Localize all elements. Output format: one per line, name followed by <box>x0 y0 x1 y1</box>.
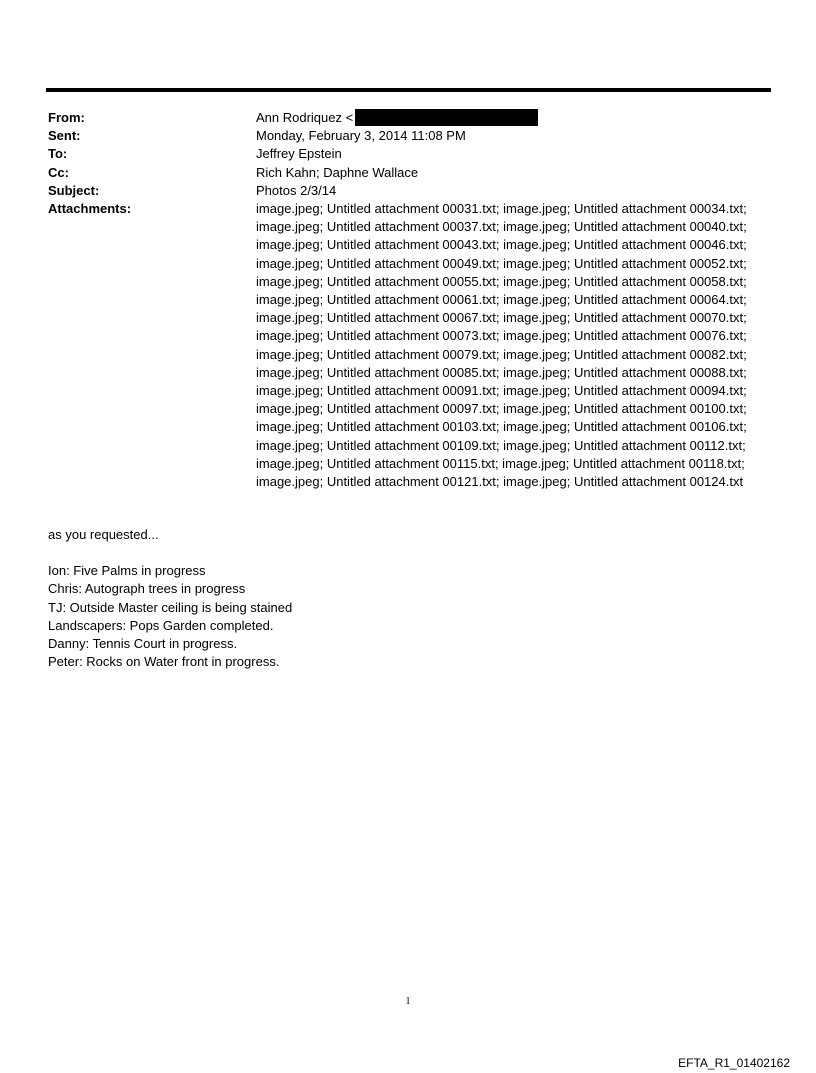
attachment-line: image.jpeg; Untitled attachment 00067.txt; image.jpeg; Untitled attachment 00070.txt; <box>256 310 747 326</box>
attachment-line: image.jpeg; Untitled attachment 00115.txt; image.jpeg; Untitled attachment 00118.txt; <box>256 455 745 471</box>
document-id: EFTA_R1_01402162 <box>678 1056 790 1070</box>
subject-value: Photos 2/3/14 <box>256 182 337 198</box>
email-header <box>48 109 773 491</box>
sent-value: Monday, February 3, 2014 11:08 PM <box>256 128 466 144</box>
attachment-line: image.jpeg; Untitled attachment 00091.txt; image.jpeg; Untitled attachment 00094.txt; <box>256 383 747 399</box>
status-line: Ion: Five Palms in progress <box>48 563 206 579</box>
attachment-line: image.jpeg; Untitled attachment 00031.txt; image.jpeg; Untitled attachment 00034.txt; <box>256 201 747 217</box>
cc-row <box>48 164 773 182</box>
status-line: Chris: Autograph trees in progress <box>48 581 246 597</box>
attachment-line: image.jpeg; Untitled attachment 00085.txt; image.jpeg; Untitled attachment 00088.txt; <box>256 364 747 380</box>
from-row <box>48 109 773 127</box>
from-label: From: <box>48 110 85 125</box>
to-row <box>48 145 773 163</box>
attachment-line: image.jpeg; Untitled attachment 00079.txt; image.jpeg; Untitled attachment 00082.txt; <box>256 346 747 362</box>
attachments-label: Attachments: <box>48 201 132 217</box>
from-value-wrap <box>256 109 773 127</box>
sent-row <box>48 127 773 145</box>
attachment-line: image.jpeg; Untitled attachment 00043.txt; image.jpeg; Untitled attachment 00046.txt; <box>256 237 747 253</box>
attachment-line: image.jpeg; Untitled attachment 00097.txt; image.jpeg; Untitled attachment 00100.txt; <box>256 401 747 417</box>
redaction-box <box>355 109 538 126</box>
attachment-line: image.jpeg; Untitled attachment 00061.txt; image.jpeg; Untitled attachment 00064.txt; <box>256 292 747 308</box>
attachments-row <box>48 200 773 491</box>
email-body <box>48 526 292 671</box>
body-intro: as you requested... <box>48 527 159 542</box>
sent-label: Sent: <box>48 128 81 144</box>
attachment-line: image.jpeg; Untitled attachment 00073.txt; image.jpeg; Untitled attachment 00076.txt; <box>256 328 747 344</box>
status-list <box>48 562 292 671</box>
attachment-line: image.jpeg; Untitled attachment 00055.txt; image.jpeg; Untitled attachment 00058.txt; <box>256 273 747 289</box>
subject-row <box>48 182 773 200</box>
attachment-line: image.jpeg; Untitled attachment 00037.txt; image.jpeg; Untitled attachment 00040.txt; <box>256 219 747 235</box>
status-line: Landscapers: Pops Garden completed. <box>48 617 274 633</box>
to-label: To: <box>48 146 68 162</box>
attachments-list <box>256 200 773 491</box>
status-line: TJ: Outside Master ceiling is being stained <box>48 599 293 615</box>
header-divider-rule <box>46 88 771 92</box>
subject-label: Subject: <box>48 182 100 198</box>
from-value: Ann Rodriquez < <box>256 110 354 125</box>
cc-value: Rich Kahn; Daphne Wallace <box>256 164 419 180</box>
attachment-line: image.jpeg; Untitled attachment 00103.txt; image.jpeg; Untitled attachment 00106.txt; <box>256 419 747 435</box>
page-number: 1 <box>405 996 411 1007</box>
status-line: Danny: Tennis Court in progress. <box>48 636 238 652</box>
cc-label: Cc: <box>48 164 69 180</box>
attachment-line: image.jpeg; Untitled attachment 00049.txt; image.jpeg; Untitled attachment 00052.txt; <box>256 255 747 271</box>
status-line: Peter: Rocks on Water front in progress. <box>48 654 280 670</box>
attachment-line: image.jpeg; Untitled attachment 00121.txt; image.jpeg; Untitled attachment 00124.txt <box>256 474 744 490</box>
to-value: Jeffrey Epstein <box>256 146 342 162</box>
attachment-line: image.jpeg; Untitled attachment 00109.txt; image.jpeg; Untitled attachment 00112.txt; <box>256 437 746 453</box>
